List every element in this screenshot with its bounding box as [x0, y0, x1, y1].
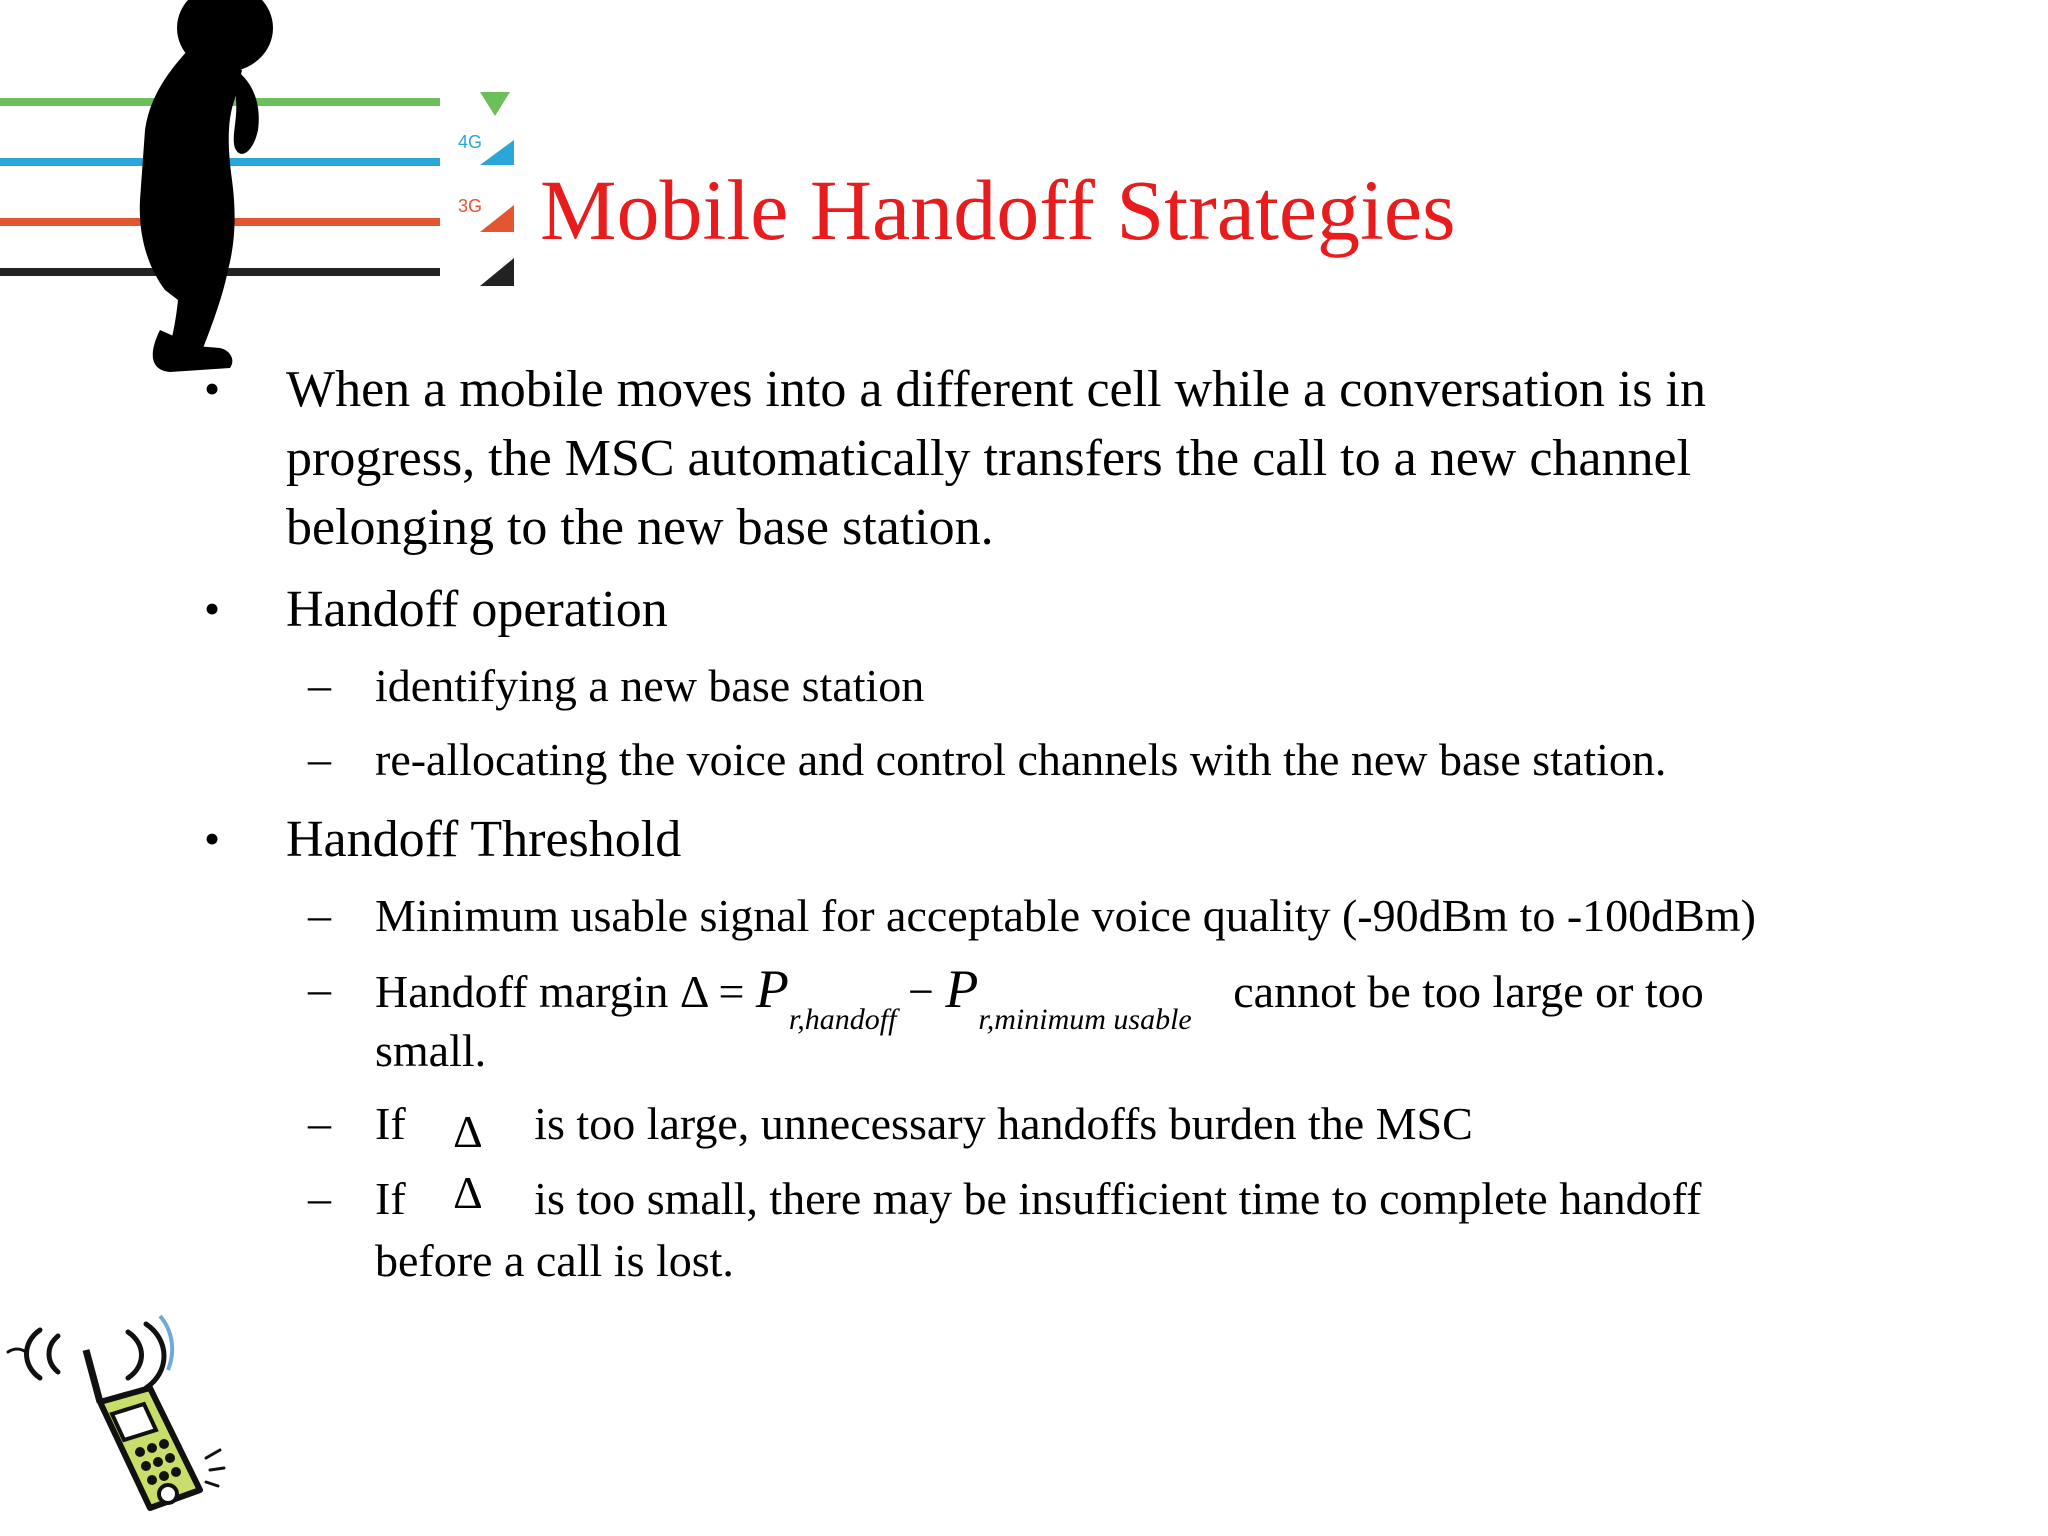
delta-symbol: Δ	[453, 1106, 483, 1157]
delta-symbol: Δ	[679, 966, 707, 1017]
phone-body-icon	[100, 1388, 200, 1508]
dash-marker: –	[308, 1172, 331, 1223]
bullet-2-sub-1: identifying a new base station	[375, 660, 925, 711]
bullet-1-line-1: When a mobile moves into a different cell while a conversation is in	[286, 361, 1706, 418]
bullet-2-sub-2: re-allocating the voice and control channels with the new base station.	[375, 734, 1667, 785]
blue-triangle-icon	[480, 140, 514, 165]
handoff-margin-line	[375, 958, 1704, 1036]
bullet-3-sub-too-small-continuation: before a call is lost.	[375, 1235, 734, 1286]
bullet-3-sub-too-large	[375, 1093, 1473, 1155]
margin-prefix: Handoff margin	[375, 966, 669, 1017]
p-symbol-2: P	[945, 959, 979, 1019]
person-phone-illustration	[0, 0, 540, 390]
dash-marker: –	[308, 1097, 331, 1148]
bullet-marker: •	[204, 363, 221, 414]
dash-marker: –	[308, 963, 331, 1014]
slide-title: Mobile Handoff Strategies	[540, 162, 1456, 258]
orange-triangle-icon	[480, 205, 514, 232]
black-triangle-icon	[480, 258, 514, 286]
signal-triangles	[458, 92, 514, 286]
dash-marker: –	[308, 889, 331, 940]
bullet-3-sub-too-small	[375, 1168, 1701, 1230]
if-label: If	[375, 1098, 406, 1149]
delta-symbol: Δ	[453, 1167, 483, 1218]
too-large-text: is too large, unnecessary handoffs burden the MSC	[534, 1098, 1473, 1149]
network-label-4g: 4G	[458, 132, 483, 152]
equals-sign: =	[718, 966, 745, 1017]
margin-suffix: cannot be too large or too	[1233, 966, 1704, 1017]
dash-marker: –	[308, 733, 331, 784]
too-small-text: is too small, there may be insufficient time to complete handoff	[534, 1173, 1702, 1224]
bullet-marker: •	[204, 813, 221, 864]
p-symbol: P	[755, 959, 789, 1019]
handoff-margin-continuation: small.	[375, 1025, 487, 1076]
antenna-icon	[86, 1350, 100, 1402]
bullet-3-heading: Handoff Threshold	[286, 811, 682, 868]
cordless-phone-icon	[0, 1290, 240, 1520]
if-label: If	[375, 1173, 406, 1224]
bullet-2-heading: Handoff operation	[286, 581, 668, 638]
minus-sign: −	[907, 966, 934, 1017]
bullet-3-sub-1: Minimum usable signal for acceptable voice quality (-90dBm to -100dBm)	[375, 890, 1756, 941]
person-silhouette-icon	[140, 0, 273, 372]
network-label-3g: 3G	[458, 196, 483, 216]
bullet-1-line-3: belonging to the new base station.	[286, 499, 994, 556]
bullet-1-line-2: progress, the MSC automatically transfers the call to a new channel	[286, 430, 1692, 487]
green-triangle-icon	[480, 92, 510, 116]
subscript-handoff: r,handoff	[788, 1003, 897, 1036]
ring-marks-icon	[206, 1450, 224, 1486]
bullet-marker: •	[204, 583, 221, 634]
subscript-minimum-usable: r,minimum usable	[978, 1003, 1192, 1036]
dash-marker: –	[308, 659, 331, 710]
